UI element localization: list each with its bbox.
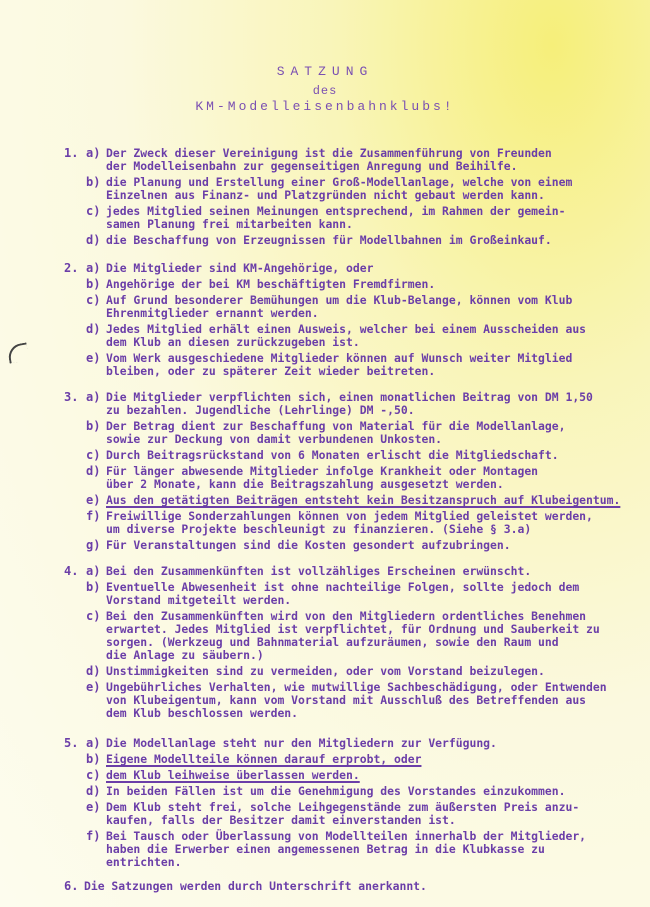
item-letter: g): [86, 538, 101, 552]
section-number: 6.: [64, 879, 79, 893]
item-line-underlined: Eigene Modellteile können darauf erprobt, oder: [106, 752, 422, 766]
item-letter: e): [86, 493, 101, 507]
item-letter: a): [86, 146, 101, 160]
item-line: über 2 Monate, kann die Beitragszahlung ausgesetzt werden.: [106, 477, 504, 491]
item-line: Freiwillige Sonderzahlungen können von jedem Mitglied geleistet werden,: [106, 509, 593, 523]
item-line: Bei den Zusammenkünften ist vollzähliges Erscheinen erwünscht.: [106, 564, 532, 578]
item-letter: c): [86, 448, 101, 462]
item-letter: e): [86, 800, 101, 814]
item-letter: a): [86, 261, 101, 275]
item-letter: c): [86, 204, 101, 218]
title-line-3: KM-Modelleisenbahnklubs!: [195, 99, 455, 114]
section-number: 2.: [64, 261, 79, 275]
item-letter: b): [86, 175, 101, 189]
item-line: zu bezahlen. Jugendliche (Lehrlinge) DM -,50.: [106, 403, 415, 417]
section-number: 3.: [64, 390, 79, 404]
item-letter: a): [86, 736, 101, 750]
item-line: um diverse Projekte beschleunigt zu finanzieren. (Siehe § 3.a): [106, 522, 532, 536]
item-line: Unstimmigkeiten sind zu vermeiden, oder vom Vorstand beizulegen.: [106, 664, 545, 678]
item-line: Für Veranstaltungen sind die Kosten gesondert aufzubringen.: [106, 538, 511, 552]
section-number: 5.: [64, 736, 79, 750]
item-letter: b): [86, 752, 101, 766]
item-line: Auf Grund besonderer Bemühungen um die Klub-Belange, können vom Klub: [106, 293, 573, 307]
title-line-1: SATZUNG: [276, 64, 374, 79]
item-line: sorgen. (Werkzeug und Bahnmaterial aufzuräumen, sowie den Raum und: [106, 635, 559, 649]
item-line: dem Klub beschlossen werden.: [106, 706, 299, 720]
item-letter: b): [86, 580, 101, 594]
item-line: Vom Werk ausgeschiedene Mitglieder können auf Wunsch weiter Mitglied: [106, 351, 573, 365]
item-letter: c): [86, 609, 101, 623]
item-letter: b): [86, 419, 101, 433]
item-letter: e): [86, 680, 101, 694]
item-letter: a): [86, 390, 101, 404]
item-line: Ungebührliches Verhalten, wie mutwillige Sachbeschädigung, oder Entwenden: [106, 680, 607, 694]
item-line: Bei Tausch oder Überlassung von Modellteilen innerhalb der Mitglieder,: [106, 829, 587, 843]
item-letter: d): [86, 464, 101, 478]
item-line: Die Mitglieder sind KM-Angehörige, oder: [106, 261, 374, 275]
item-line: bleiben, oder zu späterer Zeit wieder beitreten.: [106, 364, 436, 378]
item-line: von Klubeigentum, kann vom Vorstand mit Ausschluß des Betreffenden aus: [106, 693, 587, 707]
margin-hole-mark: [7, 342, 30, 363]
item-letter: e): [86, 351, 101, 365]
item-line: Vorstand mitgeteilt werden.: [106, 593, 292, 607]
item-letter: d): [86, 784, 101, 798]
item-line: Jedes Mitglied erhält einen Ausweis, welcher bei einem Ausscheiden aus: [106, 322, 587, 336]
item-letter: a): [86, 564, 101, 578]
item-letter: f): [86, 829, 101, 843]
section-number: 1.: [64, 146, 79, 160]
item-line: Die Satzungen werden durch Unterschrift anerkannt.: [84, 879, 427, 893]
item-line: Die Mitglieder verpflichten sich, einen monatlichen Beitrag von DM 1,50: [106, 390, 593, 404]
item-line: Angehörige der bei KM beschäftigten Fremdfirmen.: [106, 277, 436, 291]
item-letter: f): [86, 509, 101, 523]
item-line: Einzelnen aus Finanz- und Platzgründen nicht gebaut werden kann.: [106, 188, 545, 202]
item-letter: c): [86, 293, 101, 307]
item-line: Eventuelle Abwesenheit ist ohne nachteilige Folgen, sollte jedoch dem: [106, 580, 580, 594]
item-letter: d): [86, 322, 101, 336]
item-letter: d): [86, 664, 101, 678]
item-line: jedes Mitglied seinen Meinungen entsprechend, im Rahmen der gemein-: [106, 204, 566, 218]
section-number: 4.: [64, 564, 79, 578]
item-line: Durch Beitragsrückstand von 6 Monaten erlischt die Mitgliedschaft.: [106, 448, 559, 462]
item-line: haben die Erwerber einen angemessenen Betrag in die Klubkasse zu: [106, 842, 545, 856]
item-line: die Beschaffung von Erzeugnissen für Modellbahnen im Großeinkauf.: [106, 233, 552, 247]
item-line: der Modelleisenbahn zur gegenseitigen Anregung und Beihilfe.: [106, 159, 518, 173]
item-line: Der Betrag dient zur Beschaffung von Material für die Modellanlage,: [106, 419, 566, 433]
item-letter: c): [86, 768, 101, 782]
item-line: Für länger abwesende Mitglieder infolge Krankheit oder Montagen: [106, 464, 539, 478]
item-line: erwartet. Jedes Mitglied ist verpflichtet, für Ordnung und Sauberkeit zu: [106, 622, 600, 636]
item-line-underlined: dem Klub leihweise überlassen werden.: [106, 768, 360, 782]
item-line: Der Zweck dieser Vereinigung ist die Zusammenführung von Freunden: [106, 146, 552, 160]
item-line: kaufen, falls der Besitzer damit einverstanden ist.: [106, 813, 456, 827]
item-line: Die Modellanlage steht nur den Mitgliedern zur Verfügung.: [106, 736, 497, 750]
item-line: sowie zur Deckung von damit verbundenen Unkosten.: [106, 432, 443, 446]
item-line: dem Klub an diesen zurückzugeben ist.: [106, 335, 360, 349]
item-letter: b): [86, 277, 101, 291]
item-line: entrichten.: [106, 855, 182, 869]
item-line: Bei den Zusammenkünften wird von den Mitgliedern ordentliches Benehmen: [106, 609, 587, 623]
item-line: Ehrenmitglieder ernannt werden.: [106, 306, 319, 320]
item-line: die Planung und Erstellung einer Groß-Modellanlage, welche von einem: [106, 175, 573, 189]
item-line-underlined: Aus den getätigten Beiträgen entsteht kein Besitzanspruch auf Klubeigentum.: [106, 493, 621, 507]
item-line: In beiden Fällen ist um die Genehmigung des Vorstandes einzukommen.: [106, 784, 566, 798]
item-letter: d): [86, 233, 101, 247]
item-line: die Anlage zu säubern.): [106, 648, 264, 662]
item-line: samen Planung frei mitarbeiten kann.: [106, 217, 353, 231]
title-line-2: des: [312, 84, 338, 98]
item-line: Dem Klub steht frei, solche Leihgegenstände zum äußersten Preis anzu-: [106, 800, 580, 814]
